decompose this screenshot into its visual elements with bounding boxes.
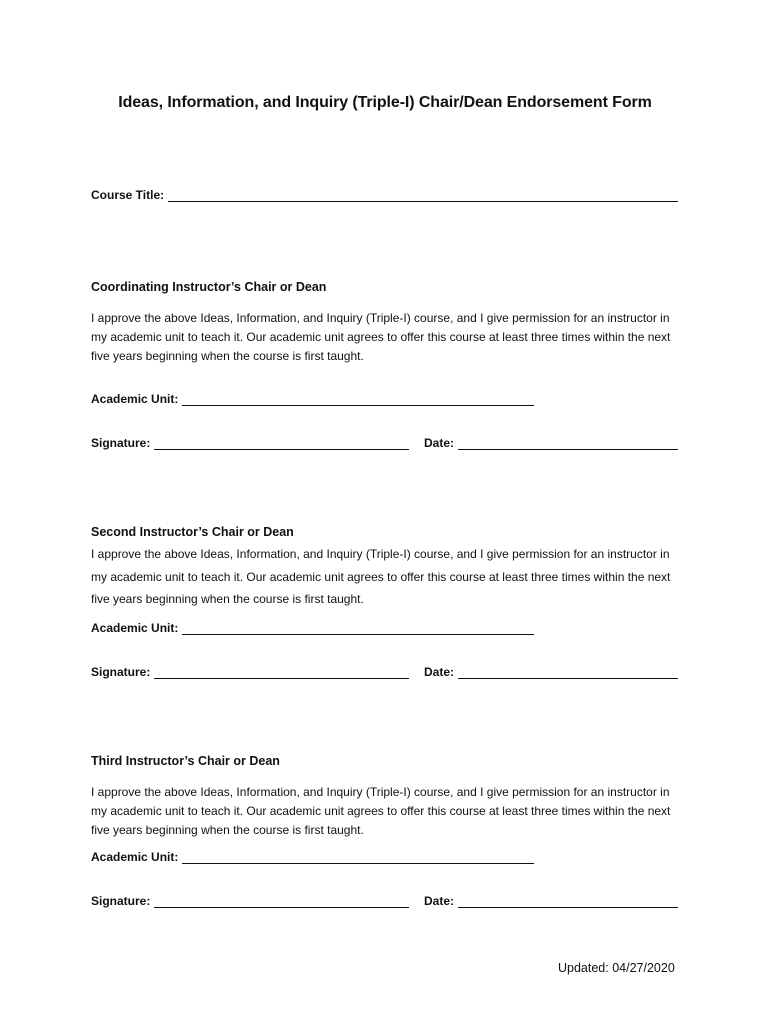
academic-unit-label: Academic Unit: xyxy=(91,392,179,406)
section-1-heading: Coordinating Instructor’s Chair or Dean xyxy=(91,280,327,294)
academic-unit-label: Academic Unit: xyxy=(91,621,179,635)
section-2-date-field[interactable] xyxy=(458,667,678,679)
section-3-date-field[interactable] xyxy=(458,896,678,908)
signature-label: Signature: xyxy=(91,894,151,908)
signature-label: Signature: xyxy=(91,436,151,450)
section-1-academic-unit-row xyxy=(91,392,534,406)
section-1-signature-row xyxy=(91,436,409,450)
section-1-academic-unit-field[interactable] xyxy=(182,394,534,406)
section-1-signature-field[interactable] xyxy=(154,438,409,450)
section-2-academic-unit-field[interactable] xyxy=(182,623,534,635)
course-title-field[interactable] xyxy=(168,190,678,202)
section-2-signature-field[interactable] xyxy=(154,667,409,679)
section-3-heading: Third Instructor’s Chair or Dean xyxy=(91,754,280,768)
section-3-signature-field[interactable] xyxy=(154,896,409,908)
section-2-heading: Second Instructor’s Chair or Dean xyxy=(91,525,294,539)
section-2-academic-unit-row xyxy=(91,621,534,635)
section-3-paragraph: I approve the above Ideas, Information, and Inquiry (Triple-I) course, and I give permission for an instructor in my academic unit to teach it. Our academic unit agrees to offer this course at least three times within the next five years beginning when the course is first taught. xyxy=(91,785,671,837)
course-title-row xyxy=(91,188,678,202)
form-title: Ideas, Information, and Inquiry (Triple-I) Chair/Dean Endorsement Form xyxy=(118,94,652,111)
section-3-academic-unit-row xyxy=(91,850,534,864)
section-2-paragraph: I approve the above Ideas, Information, and Inquiry (Triple-I) course, and I give permission for an instructor in my academic unit to teach it. Our academic unit agrees to offer this course at least three times within the next five years beginning when the course is first taught. xyxy=(91,547,671,606)
section-2-date-row xyxy=(424,665,678,679)
academic-unit-label: Academic Unit: xyxy=(91,850,179,864)
updated-date: Updated: 04/27/2020 xyxy=(558,961,675,975)
section-1-paragraph: I approve the above Ideas, Information, and Inquiry (Triple-I) course, and I give permission for an instructor in my academic unit to teach it. Our academic unit agrees to offer this course at least three times within the next five years beginning when the course is first taught. xyxy=(91,311,671,363)
section-2-signature-row xyxy=(91,665,409,679)
date-label: Date: xyxy=(424,894,455,908)
date-label: Date: xyxy=(424,665,455,679)
date-label: Date: xyxy=(424,436,455,450)
course-title-label: Course Title: xyxy=(91,188,165,202)
section-3-academic-unit-field[interactable] xyxy=(182,852,534,864)
signature-label: Signature: xyxy=(91,665,151,679)
section-1-date-field[interactable] xyxy=(458,438,678,450)
section-3-signature-row xyxy=(91,894,409,908)
section-1-date-row xyxy=(424,436,678,450)
section-3-date-row xyxy=(424,894,678,908)
